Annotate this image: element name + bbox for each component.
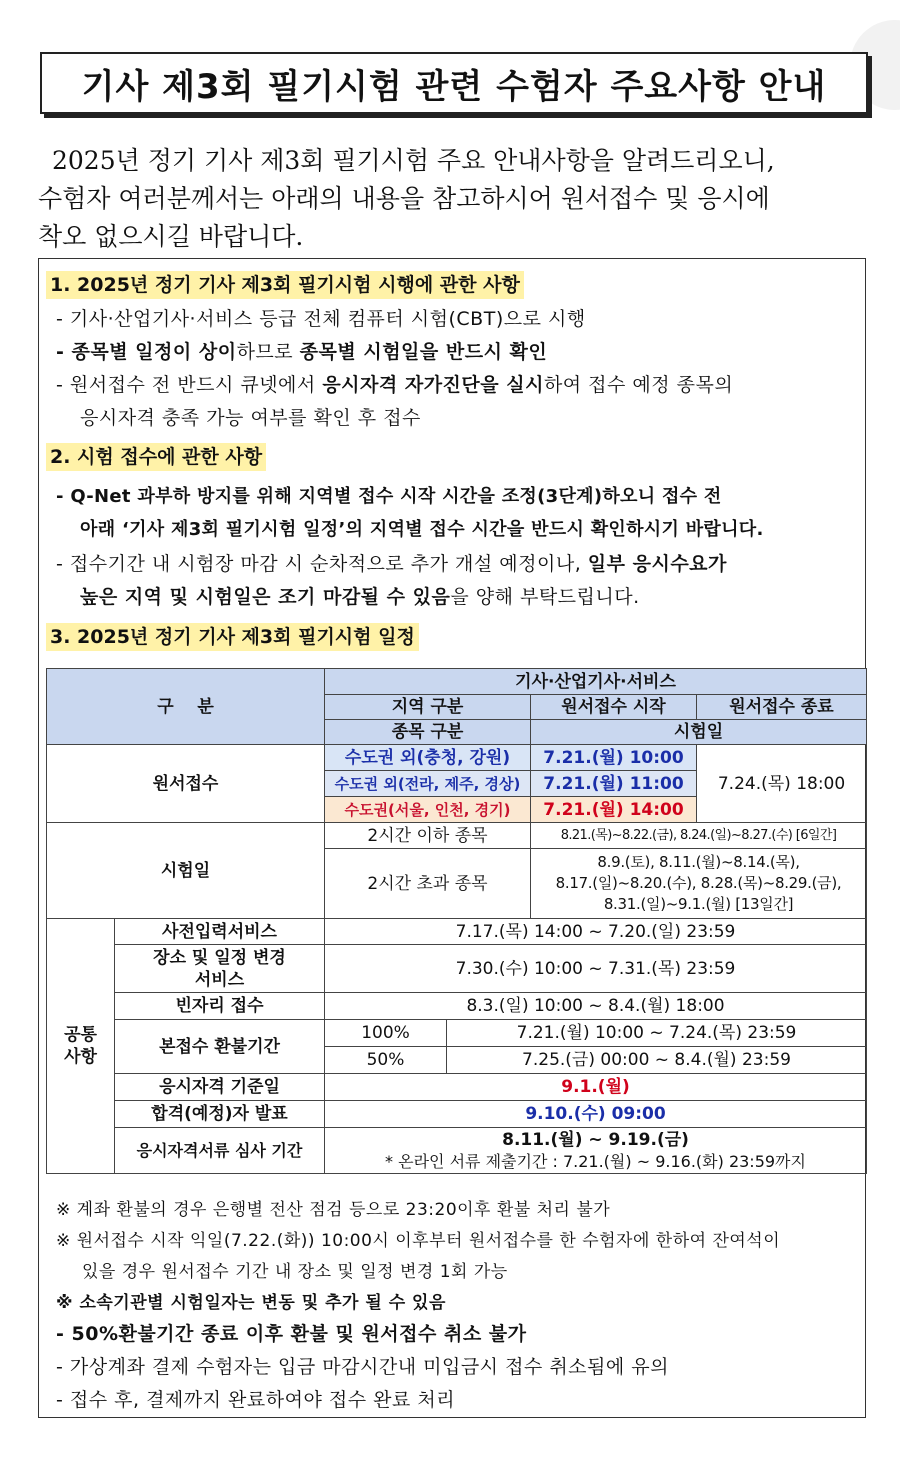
section1-item2-text: 하므로: [236, 341, 300, 363]
note-4: - 50%환불기간 종료 이후 환불 및 원서접수 취소 불가: [56, 1323, 527, 1345]
page-title-text: 기사 제3회 필기시험 관련 수험자 주요사항 안내: [81, 66, 827, 107]
intro-paragraph: [38, 142, 878, 256]
header-apply-start: 원서접수 시작: [531, 695, 697, 720]
section2-item2-text-a: - 접수기간 내 시험장 마감 시 순차적으로 추가 개설 예정이나,: [56, 553, 588, 575]
over-2h-dates-line-3: 8.31.(일)~9.1.(월) [13일간]: [603, 895, 794, 913]
pre-input-label: 사전입력서비스: [115, 919, 325, 945]
note-3: ※ 소속기관별 시험일자는 변동 및 추가 될 수 있음: [56, 1293, 446, 1313]
over-2h-dates: [531, 849, 867, 919]
common-label: [47, 919, 115, 1174]
header-region: 지역 구분: [325, 695, 531, 720]
refund-100-period: 7.21.(월) 10:00 ~ 7.24.(목) 23:59: [447, 1020, 867, 1047]
table-row: [47, 1074, 867, 1101]
review-label: 응시자격서류 심사 기간: [115, 1128, 325, 1174]
intro-line-1: 2025년 정기 기사 제3회 필기시험 주요 안내사항을 알려드리오니,: [52, 146, 775, 175]
section2-item2-text-b: 을 양해 부탁드립니다.: [450, 586, 640, 608]
review-period: 8.11.(월) ~ 9.19.(금): [502, 1129, 689, 1150]
exam-label: 시험일: [47, 823, 325, 919]
section2-item2-bold-a: 일부 응시수요가: [587, 553, 727, 575]
region-1: 수도권 외(충청, 강원): [325, 745, 531, 771]
region-2: 수도권 외(전라, 제주, 경상): [325, 771, 531, 797]
refund-100-label: 100%: [325, 1020, 447, 1047]
page-title: [40, 52, 868, 114]
section1-item3-text-b: 하여 접수 예정 종목의: [543, 374, 734, 396]
refund-50-label: 50%: [325, 1047, 447, 1074]
change-label-line-1: 장소 및 일정 변경: [153, 947, 286, 968]
intro-line-3: 착오 없으시길 바랍니다.: [38, 222, 304, 251]
section3-heading: 3. 2025년 정기 기사 제3회 필기시험 일정: [46, 623, 419, 651]
note-5: - 가상계좌 결제 수험자는 입금 마감시간내 미입금시 접수 취소됨에 유의: [56, 1356, 669, 1378]
note-2: ※ 원서접수 시작 익일(7.22.(화)) 10:00시 이후부터 원서접수를 한 수험자에 한하여 잔여석이: [56, 1231, 781, 1251]
change-period: 7.30.(수) 10:00 ~ 7.31.(목) 23:59: [325, 945, 867, 993]
common-label-line-1: 공통: [64, 1025, 97, 1045]
qual-date-label: 응시자격 기준일: [115, 1074, 325, 1101]
refund-50-period: 7.25.(금) 00:00 ~ 8.4.(월) 23:59: [447, 1047, 867, 1074]
header-item: 종목 구분: [325, 720, 531, 745]
change-label: [115, 945, 325, 993]
section1-item2-bold-b: 종목별 시험일을 반드시 확인: [299, 341, 548, 363]
section2-item1-cont: 아래 ‘기사 제3회 필기시험 일정’의 지역별 접수 시간을 반드시 확인하시기 바랍니다.: [80, 519, 764, 540]
section1-item3-bold: 응시자격 자가진단을 실시: [322, 374, 544, 396]
section1-item2-bold-a: - 종목별 일정이 상이: [56, 341, 237, 363]
change-label-line-2: 서비스: [194, 969, 245, 990]
under-2h-label: 2시간 이하 종목: [325, 823, 531, 849]
section2-heading: 2. 시험 접수에 관한 사항: [46, 443, 266, 471]
header-gubun: 구 분: [47, 669, 325, 745]
pre-input-period: 7.17.(목) 14:00 ~ 7.20.(일) 23:59: [325, 919, 867, 945]
region-3: 수도권(서울, 인천, 경기): [325, 797, 531, 823]
exam-schedule-table: [46, 668, 867, 1174]
section1-item3: [56, 371, 856, 399]
common-label-line-2: 사항: [64, 1047, 97, 1067]
vacancy-period: 8.3.(일) 10:00 ~ 8.4.(월) 18:00: [325, 993, 867, 1020]
review-note: * 온라인 서류 제출기간 : 7.21.(월) ~ 9.16.(화) 23:59까지: [385, 1151, 806, 1171]
header-grade: 기사·산업기사·서비스: [325, 669, 867, 695]
section2-item2-bold-b: 높은 지역 및 시험일은 조기 마감될 수 있음: [80, 586, 451, 608]
table-row: [47, 745, 867, 771]
table-row: [47, 919, 867, 945]
announce-label: 합격(예정)자 발표: [115, 1101, 325, 1128]
apply-end-time: 7.24.(목) 18:00: [697, 745, 867, 823]
header-examday: 시험일: [531, 720, 867, 745]
section2-item1: - Q-Net 과부하 방지를 위해 지역별 접수 시작 시간을 조정(3단계)하오니 접수 전: [56, 486, 722, 507]
apply-label: 원서접수: [47, 745, 325, 823]
refund-label: 본접수 환불기간: [115, 1020, 325, 1074]
region-1-time: 7.21.(월) 10:00: [531, 745, 697, 771]
table-row: [47, 1101, 867, 1128]
under-2h-dates: 8.21.(목)~8.22.(금), 8.24.(일)~8.27.(수) [6일간]: [531, 823, 867, 849]
region-2-time: 7.21.(월) 11:00: [531, 771, 697, 797]
table-row: [47, 1128, 867, 1174]
section1-item3-cont: 응시자격 충족 가능 여부를 확인 후 접수: [80, 407, 421, 429]
over-2h-dates-line-2: 8.17.(일)~8.20.(수), 8.28.(목)~8.29.(금),: [555, 874, 842, 892]
qual-date-value: 9.1.(월): [325, 1074, 867, 1101]
section2-item2-cont: [80, 583, 880, 611]
table-row: [47, 993, 867, 1020]
section1-item2: [56, 338, 856, 366]
header-apply-end: 원서접수 종료: [697, 695, 867, 720]
intro-line-2: 수험자 여러분께서는 아래의 내용을 참고하시어 원서접수 및 응시에: [38, 184, 770, 213]
section2-item2: [56, 550, 856, 578]
announce-value: 9.10.(수) 09:00: [325, 1101, 867, 1128]
review-value: [325, 1128, 867, 1174]
vacancy-label: 빈자리 접수: [115, 993, 325, 1020]
note-2-cont: 있을 경우 원서접수 기간 내 장소 및 일정 변경 1회 가능: [82, 1262, 508, 1282]
section1-item1: - 기사·산업기사·서비스 등급 전체 컴퓨터 시험(CBT)으로 시행: [56, 308, 586, 330]
table-header-row-1: [47, 669, 867, 695]
table-row: [47, 823, 867, 849]
note-6: - 접수 후, 결제까지 완료하여야 접수 완료 처리: [56, 1389, 456, 1411]
section1-heading: 1. 2025년 정기 기사 제3회 필기시험 시행에 관한 사항: [46, 271, 524, 299]
table-row: [47, 945, 867, 993]
table-row: [47, 1020, 867, 1047]
note-1: ※ 계좌 환불의 경우 은행별 전산 점검 등으로 23:20이후 환불 처리 불가: [56, 1200, 611, 1220]
region-3-time: 7.21.(월) 14:00: [531, 797, 697, 823]
over-2h-dates-line-1: 8.9.(토), 8.11.(월)~8.14.(목),: [597, 853, 800, 871]
section1-item3-text-a: - 원서접수 전 반드시 큐넷에서: [56, 374, 323, 396]
over-2h-label: 2시간 초과 종목: [325, 849, 531, 919]
